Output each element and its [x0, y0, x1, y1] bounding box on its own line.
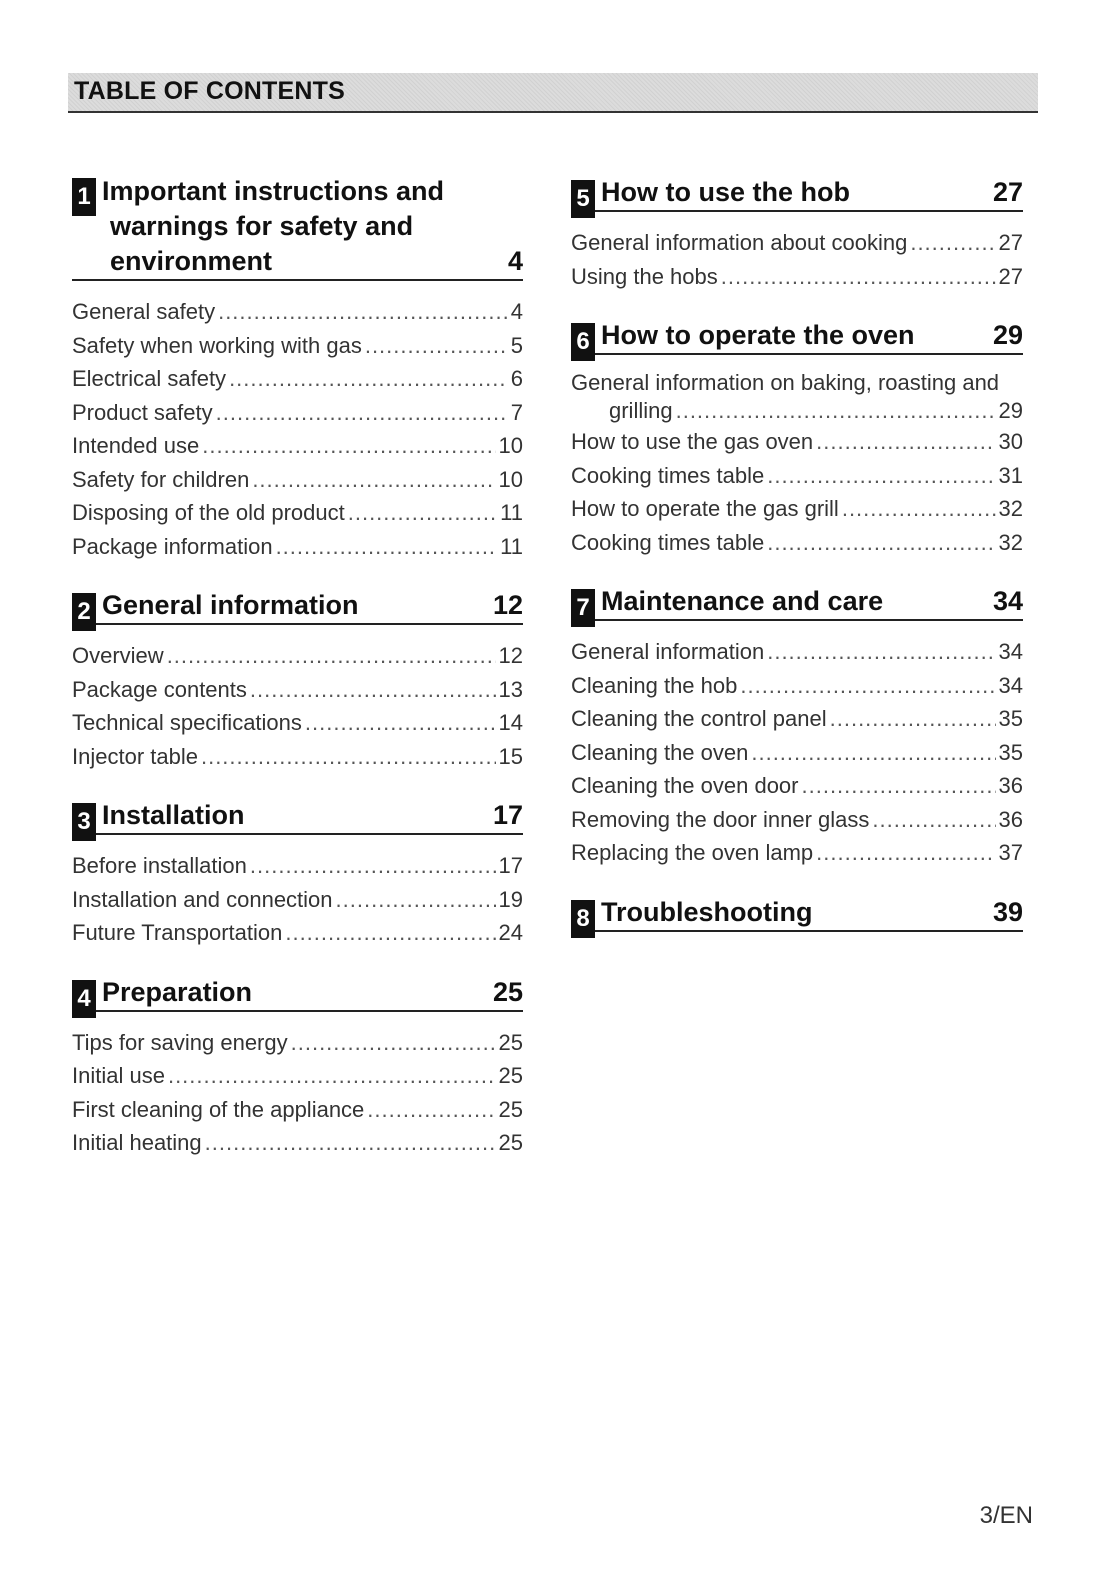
entry-page: 25	[498, 1096, 523, 1122]
toc-entry[interactable]	[72, 916, 523, 950]
entry-page: 36	[998, 806, 1023, 832]
dot-leader	[751, 736, 995, 770]
entry-title: Package information	[72, 533, 273, 559]
dot-leader	[802, 769, 996, 803]
dot-leader	[816, 425, 995, 459]
entry-title: General information on baking, roasting and	[571, 370, 1000, 395]
entry-title: Before installation	[72, 853, 247, 878]
dot-leader	[250, 673, 496, 707]
entry-continuation	[571, 397, 1023, 425]
toc-entry[interactable]	[72, 362, 523, 396]
dot-leader	[285, 916, 495, 950]
entry-title: Cleaning the control panel	[571, 706, 827, 731]
dot-leader	[872, 803, 995, 837]
section-page-number: 29	[992, 320, 1023, 350]
entry-page: 14	[498, 710, 523, 735]
toc-section-2	[72, 587, 523, 773]
entry-page: 4	[510, 299, 523, 324]
dot-leader	[336, 883, 496, 917]
dot-leader	[367, 1093, 495, 1127]
toc-section-7	[571, 583, 1023, 870]
section-page-number: 17	[492, 800, 523, 830]
entry-page: 32	[998, 496, 1023, 521]
entry-page: 25	[498, 1063, 523, 1088]
entry-title: Injector table	[72, 743, 198, 769]
section-heading[interactable]	[571, 894, 1023, 932]
entry-page: 10	[498, 466, 523, 492]
entry-title: Cleaning the oven	[571, 739, 749, 765]
page-number-footer: 3/EN	[979, 1502, 1033, 1529]
entry-title: How to use the gas oven	[571, 429, 814, 454]
section-title: Troubleshooting	[601, 896, 813, 927]
entry-title: Electrical safety	[72, 366, 227, 391]
toc-section-1	[72, 174, 523, 563]
toc-entry[interactable]	[571, 635, 1023, 669]
toc-entry[interactable]	[72, 396, 523, 430]
section-title: General information	[102, 590, 359, 620]
section-title: How to operate the oven	[601, 320, 915, 350]
entry-title: General safety	[72, 299, 216, 324]
toc-entry[interactable]	[72, 1093, 523, 1127]
entry-title: General information about cooking	[571, 230, 908, 255]
section-number-badge: 4	[72, 980, 96, 1018]
dot-leader	[205, 1126, 496, 1160]
entry-page: 5	[510, 332, 523, 358]
entry-title: Removing the door inner glass	[571, 806, 870, 832]
toc-column-left	[72, 174, 523, 1184]
dot-leader	[910, 226, 995, 260]
entry-title: Product safety	[72, 399, 213, 425]
dot-leader	[168, 1059, 496, 1093]
dot-leader	[767, 635, 995, 669]
toc-entry[interactable]	[571, 260, 1023, 294]
toc-section-6	[571, 317, 1023, 559]
dot-leader	[229, 362, 508, 396]
entry-page: 31	[998, 462, 1023, 488]
section-title: Installation	[102, 800, 245, 830]
entry-page: 25	[498, 1029, 523, 1055]
toc-entry[interactable]	[72, 530, 523, 564]
entry-title: How to operate the gas grill	[571, 496, 839, 521]
section-heading[interactable]	[571, 174, 1023, 212]
entry-page: 11	[500, 533, 523, 559]
entry-page: 6	[510, 366, 523, 391]
toc-entry[interactable]	[72, 329, 523, 363]
dot-leader	[740, 669, 995, 703]
entry-page: 34	[998, 672, 1023, 698]
dot-leader	[276, 530, 498, 564]
toc-entry[interactable]	[571, 492, 1023, 526]
entry-page: 7	[510, 399, 523, 425]
section-number-badge: 8	[571, 900, 595, 938]
toc-entry[interactable]	[72, 1059, 523, 1093]
entry-page: 17	[498, 853, 523, 878]
entry-title: Cleaning the oven door	[571, 773, 799, 798]
entry-title: Cleaning the hob	[571, 672, 738, 698]
entry-page: 24	[498, 920, 523, 945]
entry-page: 35	[998, 739, 1023, 765]
section-page-number: 25	[492, 976, 523, 1007]
entry-page: 32	[998, 529, 1023, 555]
entry-title: General information	[571, 639, 765, 664]
section-number-badge: 7	[571, 589, 595, 627]
toc-title: TABLE OF CONTENTS	[74, 77, 345, 105]
dot-leader	[767, 459, 995, 493]
entry-title: Future Transportation	[72, 920, 283, 945]
toc-entry[interactable]	[571, 459, 1023, 493]
toc-entry[interactable]	[571, 736, 1023, 770]
toc-section-3	[72, 797, 523, 950]
entry-page: 25	[498, 1130, 523, 1155]
section-page-number: 34	[992, 586, 1023, 616]
entry-title: Disposing of the old product	[72, 500, 345, 525]
toc-entry[interactable]	[72, 1026, 523, 1060]
section-number-badge: 1	[72, 178, 96, 216]
toc-entry[interactable]	[571, 669, 1023, 703]
toc-entry[interactable]	[571, 369, 1023, 425]
entry-title: Cooking times table	[571, 529, 765, 555]
toc-entry[interactable]	[72, 639, 523, 673]
dot-leader	[365, 329, 508, 363]
toc-header-bar	[68, 73, 1038, 113]
section-title: Preparation	[102, 976, 253, 1007]
entry-page: 11	[500, 500, 523, 525]
entry-page: 15	[498, 743, 523, 769]
dot-leader	[167, 639, 496, 673]
entry-title: Package contents	[72, 676, 247, 702]
toc-entry[interactable]	[72, 673, 523, 707]
toc-entry[interactable]	[72, 740, 523, 774]
toc-entry[interactable]	[72, 463, 523, 497]
section-number-badge: 5	[571, 180, 595, 218]
entry-title: Tips for saving energy	[72, 1029, 288, 1055]
entry-title: Overview	[72, 643, 164, 668]
toc-entry[interactable]	[72, 496, 523, 530]
toc-entry[interactable]	[72, 849, 523, 883]
dot-leader	[218, 295, 508, 329]
section-heading[interactable]	[72, 797, 523, 835]
dot-leader	[201, 740, 496, 774]
entry-page: 29	[998, 398, 1023, 423]
toc-entry[interactable]	[72, 429, 523, 463]
dot-leader	[842, 492, 996, 526]
section-number-badge: 2	[72, 593, 96, 631]
dot-leader	[348, 496, 497, 530]
entry-page: 12	[498, 643, 523, 668]
toc-entry[interactable]	[72, 706, 523, 740]
dot-leader	[816, 836, 995, 870]
entry-title: Safety when working with gas	[72, 332, 362, 358]
section-title: Maintenance and care	[601, 586, 884, 616]
dot-leader	[291, 1026, 496, 1060]
entry-page: 30	[998, 429, 1023, 454]
toc-entry[interactable]	[571, 526, 1023, 560]
section-heading[interactable]	[72, 587, 523, 625]
entry-page: 19	[498, 886, 523, 912]
toc-entry[interactable]	[72, 295, 523, 329]
entry-page: 34	[998, 639, 1023, 664]
entry-title: Intended use	[72, 433, 200, 458]
entry-title: Replacing the oven lamp	[571, 840, 814, 865]
entry-page: 37	[998, 840, 1023, 865]
toc-entry[interactable]	[571, 803, 1023, 837]
dot-leader	[676, 397, 996, 425]
dot-leader	[721, 260, 996, 294]
entry-page: 35	[998, 706, 1023, 731]
section-page-number: 12	[492, 590, 523, 620]
toc-section-5	[571, 174, 1023, 293]
dot-leader	[250, 849, 496, 883]
entry-title: Installation and connection	[72, 886, 333, 912]
toc-entry[interactable]	[571, 425, 1023, 459]
dot-leader	[767, 526, 995, 560]
entry-title: Initial use	[72, 1063, 165, 1088]
dot-leader	[202, 429, 495, 463]
toc-column-right	[571, 174, 1023, 956]
section-heading[interactable]	[72, 174, 523, 281]
section-heading[interactable]	[72, 974, 523, 1012]
dot-leader	[252, 463, 495, 497]
toc-entry[interactable]	[571, 702, 1023, 736]
dot-leader	[305, 706, 496, 740]
toc-entry[interactable]	[571, 836, 1023, 870]
toc-entry[interactable]	[571, 226, 1023, 260]
entry-title: Initial heating	[72, 1130, 202, 1155]
entry-title: Safety for children	[72, 466, 250, 492]
section-page-number: 4	[507, 246, 523, 276]
section-number-badge: 6	[571, 323, 595, 361]
entry-title: First cleaning of the appliance	[72, 1096, 365, 1122]
toc-entry[interactable]	[72, 1126, 523, 1160]
section-title-line: warnings for safety and	[110, 211, 414, 241]
entry-title: Using the hobs	[571, 263, 718, 289]
entry-title: Cooking times table	[571, 462, 765, 488]
section-heading[interactable]	[571, 317, 1023, 355]
toc-entry[interactable]	[571, 769, 1023, 803]
section-title-line: environment	[110, 246, 273, 276]
entry-page: 10	[498, 433, 523, 458]
section-page-number: 39	[992, 896, 1023, 927]
toc-section-8	[571, 894, 1023, 932]
section-number-badge: 3	[72, 803, 96, 841]
entry-page: 27	[998, 263, 1023, 289]
section-title: How to use the hob	[601, 177, 850, 207]
toc-section-4	[72, 974, 523, 1160]
section-title-line: Important instructions and	[102, 176, 445, 206]
section-heading[interactable]	[571, 583, 1023, 621]
entry-page: 36	[998, 773, 1023, 798]
entry-page: 27	[998, 230, 1023, 255]
toc-entry[interactable]	[72, 883, 523, 917]
entry-title-continuation: grilling	[609, 398, 673, 423]
entry-title: Technical specifications	[72, 710, 302, 735]
entry-page: 13	[498, 676, 523, 702]
dot-leader	[216, 396, 508, 430]
section-page-number: 27	[992, 177, 1023, 207]
dot-leader	[830, 702, 996, 736]
